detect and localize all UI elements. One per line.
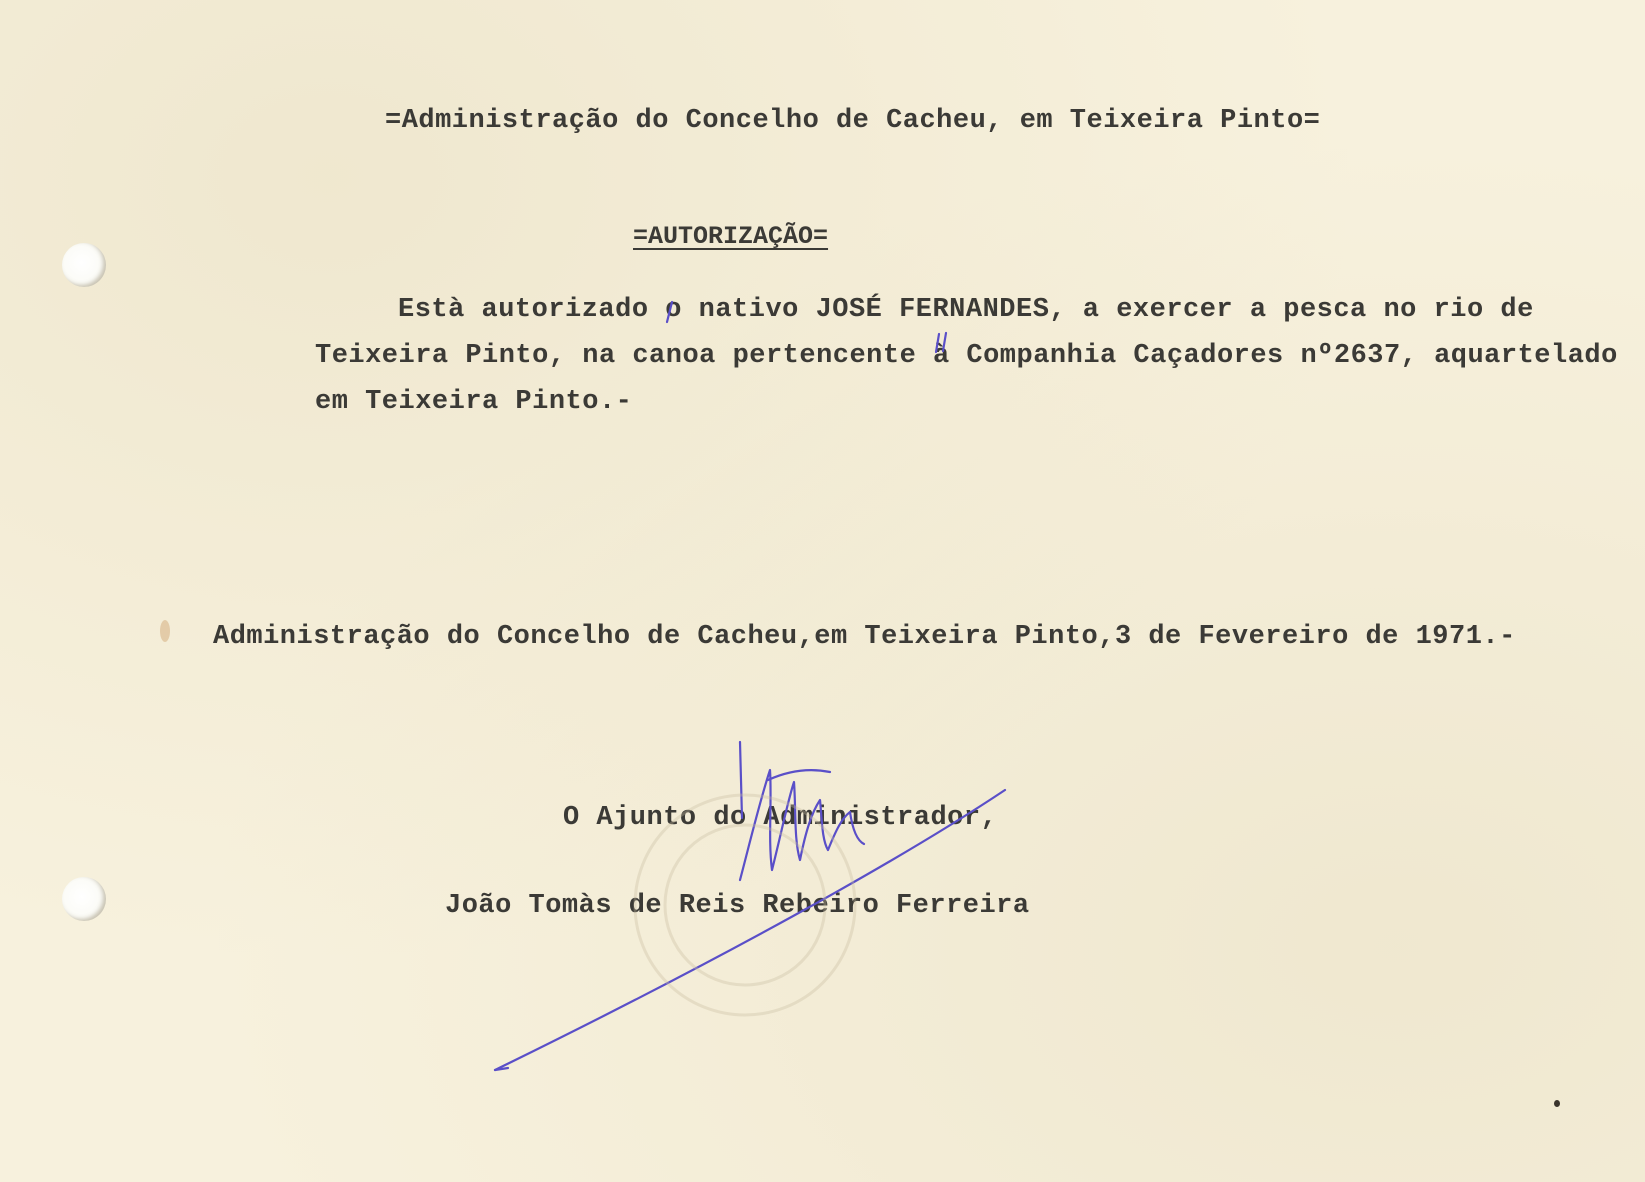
body-line-3: em Teixeira Pinto.- [315, 387, 633, 417]
signature-role: O Ajunto do Administrador, [563, 803, 998, 833]
punch-hole-bottom [62, 877, 106, 921]
dateline: Administração do Concelho de Cacheu,em Teixeira Pinto,3 de Fevereiro de 1971.- [213, 622, 1516, 652]
document-heading: =Administração do Concelho de Cacheu, em Teixeira Pinto= [385, 106, 1321, 136]
punch-hole-top [62, 243, 106, 287]
body-line-1: Està autorizado o nativo JOSÉ FERNANDES, a exercer a pesca no rio de [398, 295, 1534, 325]
ink-dot [1554, 1100, 1560, 1107]
document-title: =AUTORIZAÇÃO= [633, 222, 829, 251]
signature-name: João Tomàs de Reis Rebeiro Ferreira [445, 891, 1030, 921]
stain-mark [160, 620, 170, 642]
body-line-2: Teixeira Pinto, na canoa pertencente à Companhia Caçadores nº2637, aquartelado [315, 341, 1618, 371]
